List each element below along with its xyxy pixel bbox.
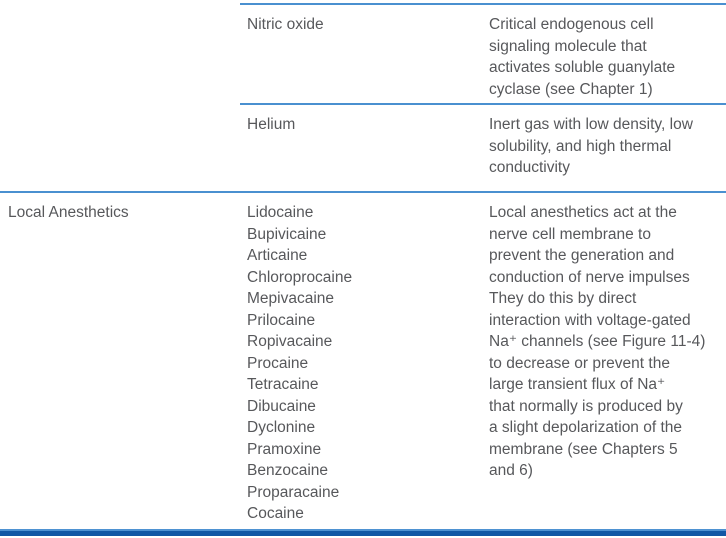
description-line: large transient flux of Na⁺ <box>489 376 666 393</box>
agent-list <box>247 202 481 525</box>
description-line: solubility, and high thermal <box>489 137 672 155</box>
agent-name: Proparacaine <box>247 483 340 501</box>
description-line: to decrease or prevent the <box>489 354 670 372</box>
row-content <box>240 193 726 529</box>
agent-list <box>247 14 481 36</box>
description-cell <box>489 5 726 103</box>
description-line: that normally is produced by <box>489 397 683 415</box>
agent-list <box>247 114 481 136</box>
description-text <box>489 14 726 100</box>
description-line: Critical endogenous cell <box>489 16 654 33</box>
agent-name: Lidocaine <box>247 204 314 221</box>
agent-name: Benzocaine <box>247 462 329 479</box>
agent-cell <box>240 5 489 103</box>
table-row-helium <box>0 103 726 191</box>
agent-name: Procaine <box>247 354 309 372</box>
agent-name: Bupivicaine <box>247 225 327 243</box>
description-line: interaction with voltage-gated <box>489 311 691 329</box>
category-label: Local Anesthetics <box>8 204 129 221</box>
agent-cell <box>240 193 489 529</box>
agent-name: Nitric oxide <box>247 16 324 33</box>
description-cell <box>489 193 726 529</box>
agent-name: Chloroprocaine <box>247 268 353 286</box>
description-line: conduction of nerve impulses <box>489 268 690 286</box>
table-bottom-rule <box>0 529 726 536</box>
description-text <box>489 202 726 482</box>
description-line: Na⁺ channels (see Figure 11-4) <box>489 333 706 350</box>
row-content <box>240 103 726 191</box>
category-cell <box>0 193 240 529</box>
agent-name: Prilocaine <box>247 311 316 329</box>
agent-name: Cocaine <box>247 505 304 522</box>
agent-name: Helium <box>247 116 296 133</box>
agent-name: Articaine <box>247 247 308 264</box>
description-line: nerve cell membrane to <box>489 225 651 243</box>
category-cell <box>0 3 240 103</box>
description-line: Inert gas with low density, low <box>489 116 693 133</box>
agent-name: Dyclonine <box>247 419 316 436</box>
description-line: signaling molecule that <box>489 37 647 55</box>
description-cell <box>489 105 726 191</box>
agent-cell <box>240 105 489 191</box>
agent-name: Pramoxine <box>247 440 322 458</box>
category-cell <box>0 103 240 191</box>
description-line: membrane (see Chapters 5 <box>489 440 678 458</box>
description-line: They do this by direct <box>489 290 637 307</box>
agent-name: Dibucaine <box>247 397 316 415</box>
description-text <box>489 114 726 179</box>
description-line: a slight depolarization of the <box>489 419 683 436</box>
table-row-nitric-oxide <box>0 3 726 103</box>
agent-name: Mepivacaine <box>247 290 335 307</box>
row-content <box>240 3 726 103</box>
description-line: cyclase (see Chapter 1) <box>489 80 653 98</box>
description-line: and 6) <box>489 462 533 479</box>
description-line: conductivity <box>489 159 570 176</box>
agent-name: Tetracaine <box>247 376 319 393</box>
agent-name: Ropivacaine <box>247 333 333 350</box>
description-line: activates soluble guanylate <box>489 59 676 76</box>
description-line: prevent the generation and <box>489 247 675 264</box>
table-row-local-anesthetics <box>0 191 726 529</box>
description-line: Local anesthetics act at the <box>489 204 677 221</box>
